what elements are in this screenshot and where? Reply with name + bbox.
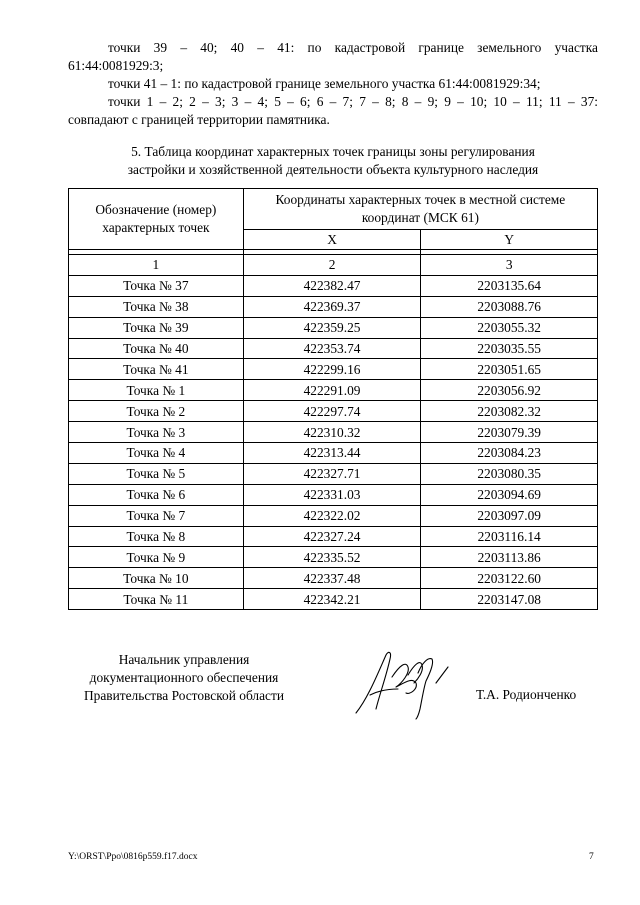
header-point-designation: Обозначение (номер) характерных точек [69,189,244,250]
paragraph-points-1-37-line2: совпадают с границей территории памятника. [68,112,330,127]
cell-y: 2203097.09 [421,505,598,526]
table-row [69,484,598,505]
cell-y: 2203094.69 [421,484,598,505]
cell-point: Точка № 7 [69,505,244,526]
table-row [69,443,598,464]
cell-y: 2203080.35 [421,463,598,484]
signatory-name: Т.А. Родионченко [476,687,577,702]
cell-y: 2203035.55 [421,338,598,359]
cell-x: 422322.02 [243,505,421,526]
table-row [69,401,598,422]
cell-x: 422342.21 [243,589,421,610]
cell-point: Точка № 5 [69,463,244,484]
table-row [69,505,598,526]
table-row [69,380,598,401]
cell-x: 422369.37 [243,296,421,317]
cell-x: 422353.74 [243,338,421,359]
cell-point: Точка № 2 [69,401,244,422]
page-number: 7 [589,852,594,862]
paragraph-points-39-41-line1: точки 39 – 40; 40 – 41: по кадастровой границе земельного участка [108,40,598,55]
signatory-position [68,651,300,705]
cell-x: 422313.44 [243,443,421,464]
cell-point: Точка № 4 [69,443,244,464]
header-y: Y [421,230,598,250]
cell-y: 2203147.08 [421,589,598,610]
cell-x: 422291.09 [243,380,421,401]
table-row [69,359,598,380]
table-title-line1: 5. Таблица координат характерных точек границы зоны регулирования [131,144,535,159]
cell-y: 2203051.65 [421,359,598,380]
table-row [69,275,598,296]
cell-point: Точка № 9 [69,547,244,568]
table-row [69,568,598,589]
table-row [69,463,598,484]
cell-y: 2203079.39 [421,422,598,443]
col-number-3: 3 [421,255,598,276]
table-row [69,296,598,317]
cell-x: 422297.74 [243,401,421,422]
cell-x: 422382.47 [243,275,421,296]
cell-point: Точка № 41 [69,359,244,380]
table-row [69,547,598,568]
table-row [69,338,598,359]
position-line1: Начальник управления [118,652,250,667]
table-row [69,422,598,443]
cell-y: 2203055.32 [421,317,598,338]
footer-file-path: Y:\ORST\Ppo\0816p559.f17.docx [68,852,198,862]
cell-x: 422327.71 [243,463,421,484]
cell-y: 2203113.86 [421,547,598,568]
cell-point: Точка № 38 [69,296,244,317]
cell-y: 2203116.14 [421,526,598,547]
cell-x: 422327.24 [243,526,421,547]
paragraph-points-39-41-line2: 61:44:0081929:3; [68,58,164,73]
header-coordinates: Координаты характерных точек в местной системе координат (МСК 61) [243,189,597,230]
cell-y: 2203122.60 [421,568,598,589]
paragraph-points-1-37-line1: точки 1 – 2; 2 – 3; 3 – 4; 5 – 6; 6 – 7; 7 – 8; 8 – 9; 9 – 10; 10 – 11; 11 – 37: [108,94,598,109]
header-x: X [243,230,421,250]
col-number-2: 2 [243,255,421,276]
cell-point: Точка № 3 [69,422,244,443]
cell-x: 422299.16 [243,359,421,380]
cell-x: 422335.52 [243,547,421,568]
col-number-1: 1 [69,255,244,276]
cell-x: 422359.25 [243,317,421,338]
position-line2: документационного обеспечения [89,670,279,685]
cell-x: 422310.32 [243,422,421,443]
cell-y: 2203084.23 [421,443,598,464]
handwritten-signature [348,643,458,723]
coordinates-table [68,188,598,610]
cell-point: Точка № 11 [69,589,244,610]
position-line3: Правительства Ростовской области [83,688,285,703]
cell-point: Точка № 37 [69,275,244,296]
cell-y: 2203088.76 [421,296,598,317]
cell-point: Точка № 40 [69,338,244,359]
table-row [69,526,598,547]
cell-x: 422331.03 [243,484,421,505]
cell-point: Точка № 39 [69,317,244,338]
cell-point: Точка № 6 [69,484,244,505]
cell-point: Точка № 8 [69,526,244,547]
cell-x: 422337.48 [243,568,421,589]
table-title-line2: застройки и хозяйственной деятельности объекта культурного наследия [127,162,539,177]
table-row [69,317,598,338]
cell-y: 2203082.32 [421,401,598,422]
table-row [69,589,598,610]
cell-y: 2203135.64 [421,275,598,296]
cell-point: Точка № 1 [69,380,244,401]
cell-point: Точка № 10 [69,568,244,589]
cell-y: 2203056.92 [421,380,598,401]
paragraph-points-41-1: точки 41 – 1: по кадастровой границе земельного участка 61:44:0081929:34; [108,76,541,91]
